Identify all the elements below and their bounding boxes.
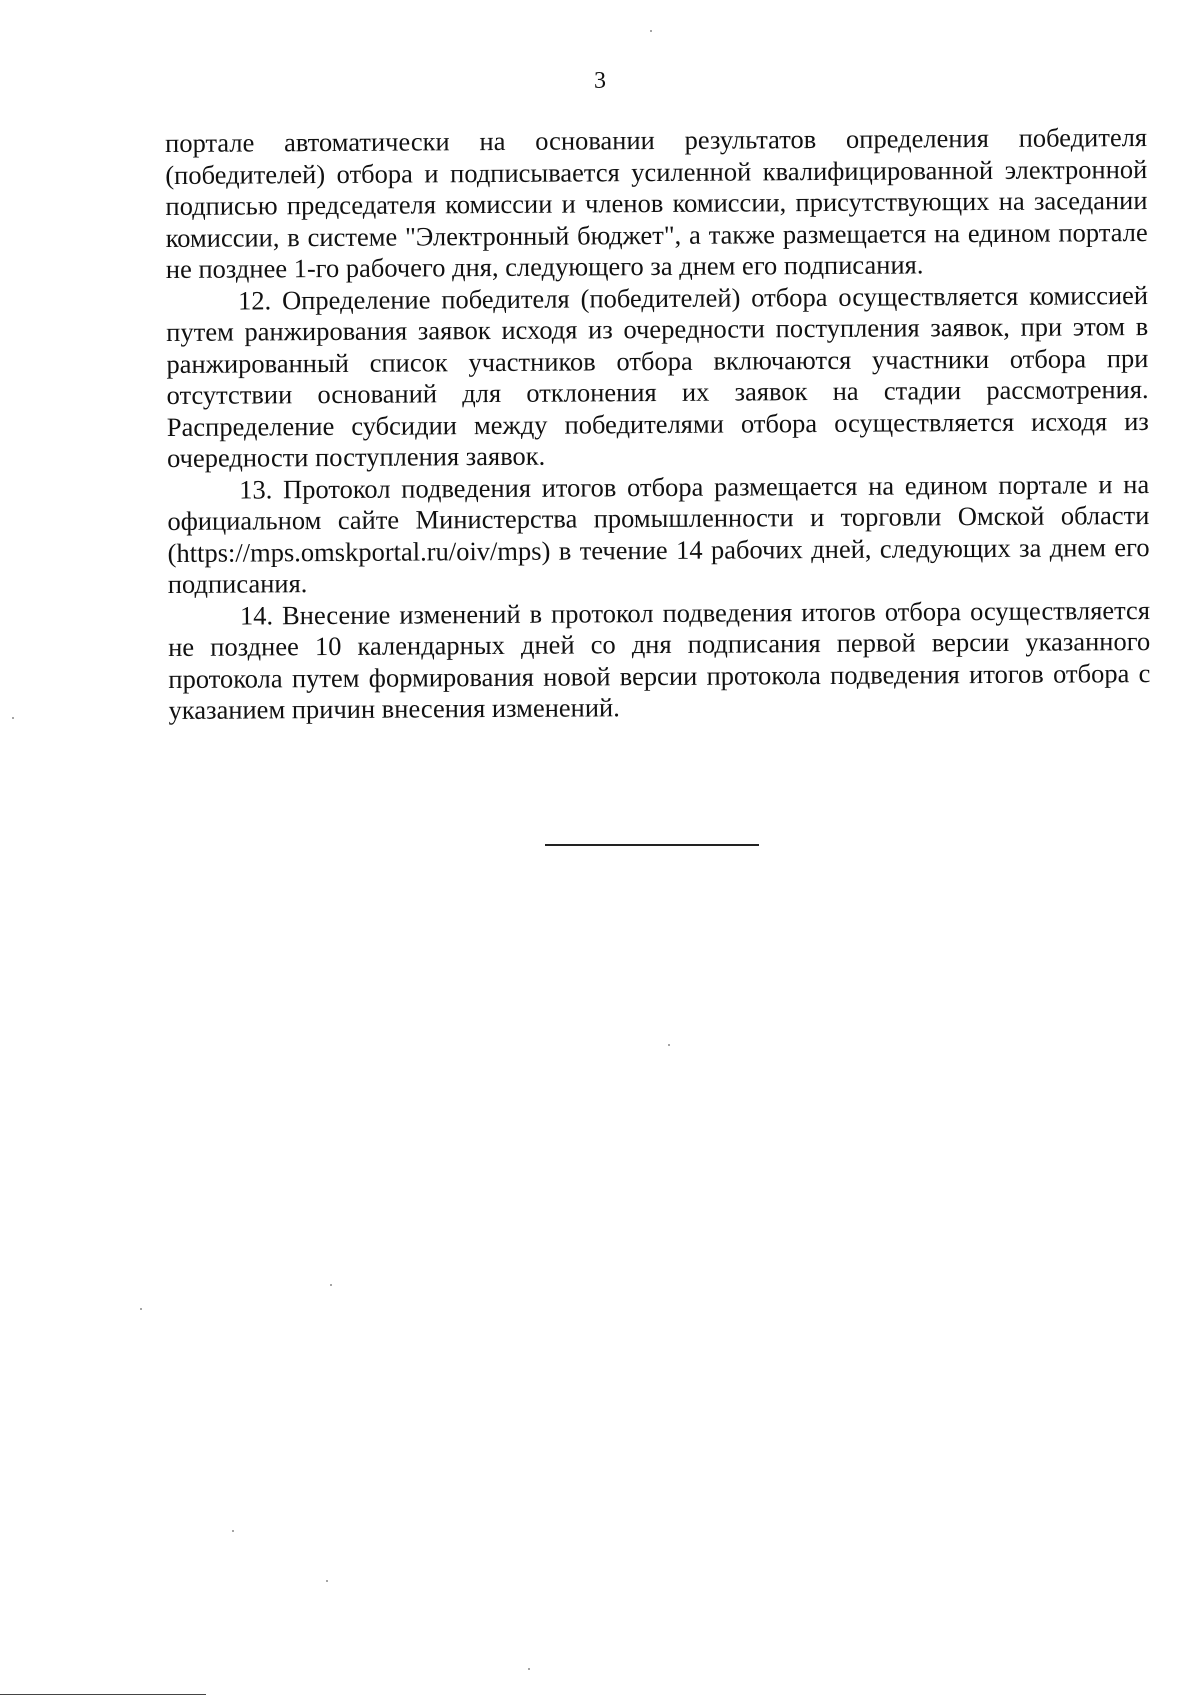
paragraph-14: 14. Внесение изменений в протокол подведения итогов отбора осуществляется не позднее 10 календарных дней со дня подписания первой версии указанного протокола путем формирования новой версии протокола подведения итогов отбора с указанием причин внесения изменений. (168, 594, 1151, 725)
scan-speck (528, 1668, 530, 1670)
scan-speck (12, 717, 14, 719)
paragraph-13: 13. Протокол подведения итогов отбора размещается на едином портале и на официальном сайте Министерства промышленности и торговли Омской области (https://mps.omskportal.ru/oiv/mps) в течение 14 рабочих дней, следующих за днем его подписания. (167, 468, 1150, 599)
document-body (165, 122, 1151, 726)
end-of-text-rule (545, 844, 759, 846)
scan-speck (668, 1044, 670, 1046)
scan-speck (330, 1284, 332, 1286)
footer-rule (0, 1694, 206, 1695)
paragraph-12: 12. Определение победителя (победителей) отбора осуществляется комиссией путем ранжирования заявок исходя из очередности поступления заявок, при этом в ранжированный список участников отбора включаются участники отбора при отсутствии оснований для отклонения их заявок на стадии рассмотрения. Распределение субсидии между победителями отбора осуществляется исходя из очередности поступления заявок. (166, 279, 1149, 473)
scan-speck (650, 30, 652, 32)
scan-speck (140, 1308, 142, 1310)
page-number: 3 (594, 68, 606, 94)
scan-speck (232, 1530, 234, 1532)
paragraph-11-continuation: портале автоматически на основании результатов определения победителя (победителей) отбора и подписывается усиленной квалифицированной электронной подписью председателя комиссии и членов комиссии, присутствующих на заседании комиссии, в системе "Электронный бюджет", а также размещается на едином портале не позднее 1-го рабочего дня, следующего за днем его подписания. (165, 122, 1148, 284)
scan-speck (326, 1580, 328, 1582)
